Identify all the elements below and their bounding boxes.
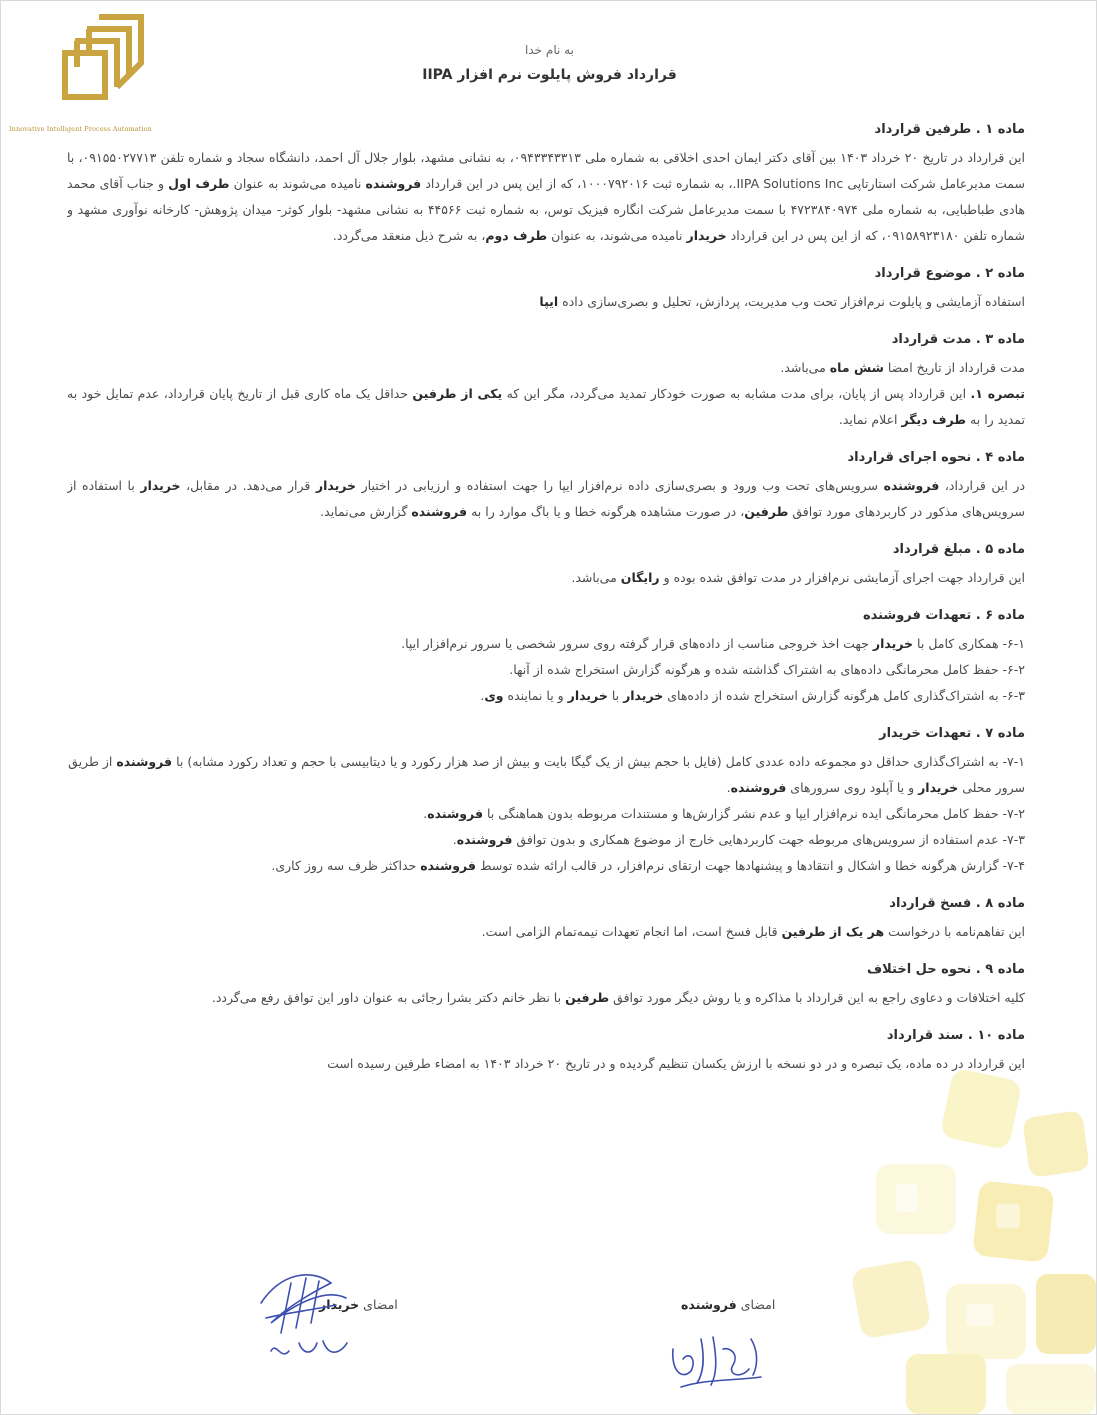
text-run: در این قرارداد، <box>939 478 1025 493</box>
article-8 <box>67 895 1025 945</box>
emphasis-text: خریدار <box>140 478 181 493</box>
emphasis-text: خریدار <box>686 228 727 243</box>
article-clause <box>67 657 1025 683</box>
emphasis-text: ایپا <box>539 294 559 309</box>
article-7 <box>67 725 1025 879</box>
text-run: و یا نماینده <box>503 688 568 703</box>
text-run: ۶-۲- حفظ کامل محرمانگی داده‌های به اشتراک گذاشته شده و هرگونه گزارش استخراج شده از آنها. <box>509 662 1025 677</box>
article-clause <box>67 749 1025 801</box>
emphasis-text: رایگان <box>620 570 660 585</box>
article-clause <box>67 827 1025 853</box>
article-10 <box>67 1027 1025 1077</box>
emphasis-text: طرفین <box>744 504 789 519</box>
text-run: ۷-۳- عدم استفاده از سرویس‌های مربوطه جهت کاربردهایی خارج از موضوع همکاری و بدون توافق <box>512 832 1025 847</box>
seller-handwritten-signature <box>661 1319 771 1394</box>
emphasis-text: طرف دیگر <box>901 412 967 427</box>
contract-body <box>67 121 1025 1261</box>
article-title: ماده ۱۰ . سند قرارداد <box>886 1028 1025 1043</box>
emphasis-text: خریدار <box>623 688 664 703</box>
text-run: حداقل یک ماه کاری قبل از تاریخ پایان قرارداد، عدم تمایل خود به تمدید را به <box>67 386 1025 427</box>
article-title: ماده ۱ . طرفین قرارداد <box>874 122 1025 137</box>
text-run: . <box>452 832 457 847</box>
emphasis-text: طرفین <box>565 990 610 1005</box>
text-run: ، به شرح ذیل منعقد می‌گردد. <box>332 228 486 243</box>
article-3 <box>67 331 1025 433</box>
emphasis-text: طرف دوم <box>485 228 548 243</box>
emphasis-text: فروشنده <box>427 806 484 821</box>
article-paragraph <box>67 919 1025 945</box>
buyer-signature-prefix: امضای <box>363 1297 398 1312</box>
emphasis-text: فروشنده <box>365 176 422 191</box>
text-run: می‌باشد. <box>780 360 830 375</box>
text-run: سرویس‌های تحت وب ورود و بصری‌سازی داده نرم‌افزار ایپا را جهت استفاده و ارزیابی در اختیار <box>356 478 884 493</box>
text-run: . <box>726 780 731 795</box>
article-clause <box>67 853 1025 879</box>
article-6 <box>67 607 1025 709</box>
text-run: گزارش می‌نماید. <box>320 504 412 519</box>
text-run: ، در صورت مشاهده هرگونه خطا و یا باگ موارد را به <box>467 504 745 519</box>
article-paragraph <box>67 565 1025 591</box>
article-title: ماده ۳ . مدت قرارداد <box>891 332 1025 347</box>
article-9 <box>67 961 1025 1011</box>
text-run: استفاده آزمایشی و پایلوت نرم‌افزار تحت وب مدیریت، پردازش، تحلیل و بصری‌سازی داده <box>558 294 1025 309</box>
text-run: با <box>607 688 624 703</box>
text-run: حداکثر ظرف سه روز کاری. <box>271 858 421 873</box>
emphasis-text: تبصره ۱. <box>970 386 1025 401</box>
emphasis-text: فروشنده <box>116 754 173 769</box>
text-run: این قرارداد در تاریخ ۲۰ خرداد ۱۴۰۳ بین آقای دکتر ایمان احدی اخلاقی به شماره ملی ۰۹۴۳۳۴۳۳۱۳، به نشانی مشهد، بلوار جلال آل احمد، دانشگاه سجاد و شماره تلفن ۰۹۱۵۵۰۲۷۷۱۳، با سمت مدیرعامل شرکت استارتاپی IIPA Solutions Inc.، به شماره ثبت ۱۰۰۰۷۹۲۰۱۶، که از این پس در این قرارداد <box>67 150 1025 191</box>
article-paragraph <box>67 145 1025 249</box>
emphasis-text: وی <box>484 688 504 703</box>
text-run: قرار می‌دهد. در مقابل، <box>180 478 316 493</box>
emphasis-text: خریدار <box>567 688 608 703</box>
text-run: می‌باشد. <box>571 570 621 585</box>
text-run: ۶-۱- همکاری کامل با <box>913 636 1025 651</box>
document-title: قرارداد فروش پایلوت نرم افزار IIPA <box>422 67 677 83</box>
emphasis-text: طرف اول <box>168 176 230 191</box>
emphasis-text: فروشنده <box>883 478 940 493</box>
emphasis-text: شش ماه <box>829 360 884 375</box>
text-run: با استفاده از سرویس‌های مذکور در کاربردهای مورد توافق <box>67 478 1025 519</box>
emphasis-text: خریدار <box>315 478 357 493</box>
text-run: اعلام نماید. <box>838 412 902 427</box>
text-run: و جناب آقای محمد هادی طباطبایی، به شماره ملی ۴۷۲۳۸۴۰۹۷۴ با سمت مدیرعامل شرکت انگاره فیزیک توس، به شماره ثبت ۴۴۵۶۶ به نشانی مشهد- بلوار کوثر- میدان پژوهش- کارخانه نوآوری مشهد و شماره تلفن ۰۹۱۵۸۹۲۳۱۸۰، که از این پس در این قرارداد <box>67 176 1025 243</box>
article-title: ماده ۴ . نحوه اجرای قرارداد <box>847 450 1025 465</box>
text-run: . <box>480 688 485 703</box>
article-1 <box>67 121 1025 249</box>
article-title: ماده ۶ . تعهدات فروشنده <box>862 608 1025 623</box>
document-header <box>1 43 1097 83</box>
seller-signature-role: فروشنده <box>681 1297 737 1312</box>
text-run: این تفاهم‌نامه با درخواست <box>884 924 1025 939</box>
article-paragraph <box>67 473 1025 525</box>
article-clause <box>67 683 1025 709</box>
article-paragraph <box>67 289 1025 315</box>
article-5 <box>67 541 1025 591</box>
emphasis-text: هر یک از طرفین <box>781 924 885 939</box>
emphasis-text: فروشنده <box>420 858 476 873</box>
article-paragraph <box>67 985 1025 1011</box>
article-paragraph <box>67 1051 1025 1077</box>
article-2 <box>67 265 1025 315</box>
article-title: ماده ۷ . تعهدات خریدار <box>879 726 1025 741</box>
text-run: این قرارداد در ده ماده، یک تبصره و در دو نسخه با ارزش یکسان تنظیم گردیده و در تاریخ ۲۰ خرداد ۱۴۰۳ به امضاء طرفین رسیده است <box>327 1056 1025 1071</box>
emphasis-text: فروشنده <box>456 832 513 847</box>
emphasis-text: یکی از طرفین <box>412 386 503 401</box>
article-title: ماده ۵ . مبلغ قرارداد <box>892 542 1025 557</box>
basmala: به نام خدا <box>525 43 574 57</box>
text-run: نامیده می‌شوند به عنوان <box>229 176 366 191</box>
emphasis-text: خریدار <box>918 780 959 795</box>
text-run: قابل فسخ است، اما انجام تعهدات نیمه‌تمام الزامی است. <box>481 924 782 939</box>
article-4 <box>67 449 1025 525</box>
text-run: جهت اخذ خروجی مناسب از داده‌های قرار گرفته روی سرور شخصی یا سرور نرم‌افزار ایپا. <box>401 636 873 651</box>
text-run: کلیه اختلافات و دعاوی راجع به این قرارداد با مذاکره و یا روش دیگر مورد توافق <box>609 990 1025 1005</box>
article-clause <box>67 801 1025 827</box>
emphasis-text: فروشنده <box>411 504 468 519</box>
article-title: ماده ۹ . نحوه حل اختلاف <box>867 962 1025 977</box>
emphasis-text: فروشنده <box>730 780 787 795</box>
text-run: ۷-۱- به اشتراک‌گذاری حداقل دو مجموعه داده عددی کامل (فایل با حجم بیش از یک گیگا بایت و بیش از صد هزار رکورد و یا دیتابیسی با حجم و تعداد رکورد مشابه) با <box>172 754 1025 769</box>
article-clause <box>67 631 1025 657</box>
text-run: . <box>423 806 428 821</box>
emphasis-text: خریدار <box>872 636 914 651</box>
logo-caption: Innovative Intelligent Process Automation <box>9 125 152 133</box>
article-paragraph <box>67 355 1025 381</box>
article-paragraph <box>67 381 1025 433</box>
seller-signature-label <box>681 1297 775 1312</box>
article-title: ماده ۸ . فسخ قرارداد <box>889 896 1025 911</box>
text-run: با نظر خانم دکتر بشرا رجائی به عنوان داور این توافق رفع می‌گردد. <box>211 990 566 1005</box>
article-title: ماده ۲ . موضوع قرارداد <box>874 266 1025 281</box>
seller-signature-prefix: امضای <box>740 1297 776 1312</box>
text-run: ۷-۴- گزارش هرگونه خطا و اشکال و انتقادها و پیشنهادها جهت ارتقای نرم‌افزار، در قالب ارائه شده توسط <box>475 858 1025 873</box>
text-run: این قرارداد جهت اجرای آزمایشی نرم‌افزار در مدت توافق شده بوده و <box>659 570 1025 585</box>
text-run: و یا آپلود روی سرورهای <box>786 780 919 795</box>
text-run: از طریق سرور محلی <box>68 754 1025 795</box>
text-run: نامیده می‌شوند، به عنوان <box>547 228 687 243</box>
buyer-signature-role: خریدار <box>319 1297 360 1312</box>
text-run: ۷-۲- حفظ کامل محرمانگی ایده نرم‌افزار ایپا و عدم نشر گزارش‌ها و مستندات مربوطه بدون هماهنگی با <box>483 806 1025 821</box>
buyer-handwritten-signature <box>251 1263 371 1373</box>
text-run: ۶-۳- به اشتراک‌گذاری کامل هرگونه گزارش استخراج شده از داده‌های <box>663 688 1025 703</box>
text-run: این قرارداد پس از پایان، برای مدت مشابه به صورت خودکار تمدید می‌گردد، مگر این که <box>502 386 971 401</box>
text-run: مدت قرارداد از تاریخ امضا <box>883 360 1025 375</box>
